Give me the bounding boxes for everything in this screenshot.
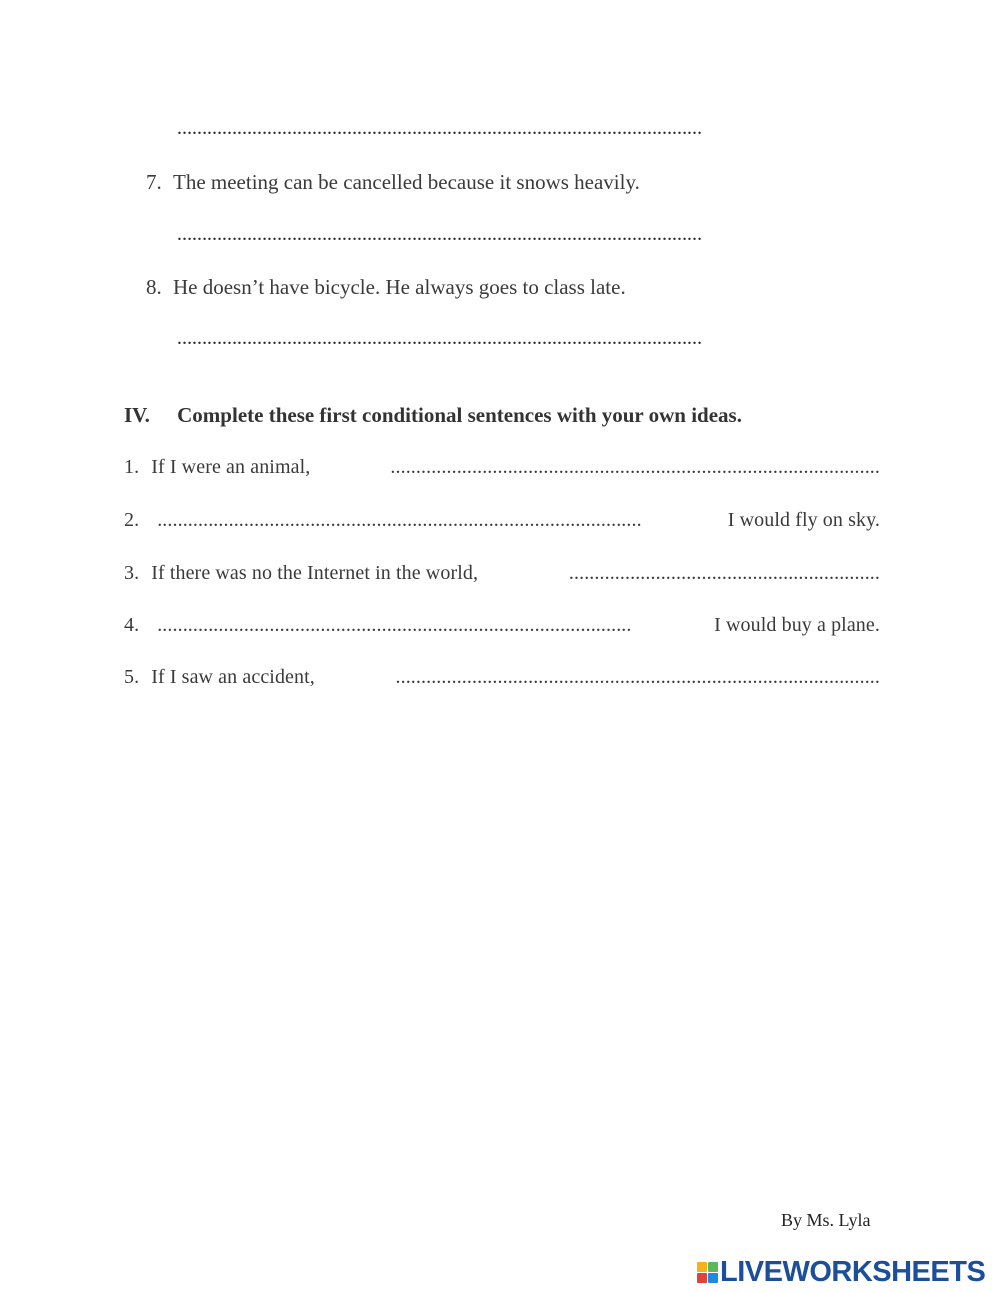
logo-block: [708, 1262, 718, 1272]
item-suffix: I would fly on sky.: [727, 509, 880, 531]
logo-block: [697, 1262, 707, 1272]
item-text: He doesn’t have bicycle. He always goes to class late.: [173, 275, 626, 299]
item-number: 2.: [124, 509, 140, 531]
conditional-item-2: [124, 509, 880, 532]
exercise-item-8: [146, 275, 626, 300]
item-prefix: If there was no the Internet in the world,: [151, 562, 479, 584]
answer-line[interactable]: ……………………………………………………………………………………………: [177, 228, 702, 244]
answer-line[interactable]: ……………………………………………………………………………………………: [177, 122, 702, 138]
section-heading: [124, 403, 742, 428]
item-text: The meeting can be cancelled because it snows heavily.: [173, 170, 640, 194]
answer-blank[interactable]: ...............................................................................................: [157, 509, 642, 531]
item-number: 1.: [124, 456, 140, 478]
logo-block: [708, 1273, 718, 1283]
logo-blocks-icon: [697, 1262, 718, 1283]
logo-wordmark: LIVEWORKSHEETS: [720, 1255, 986, 1288]
item-number: 5.: [124, 666, 140, 688]
answer-line[interactable]: ……………………………………………………………………………………………: [177, 332, 702, 348]
item-number: 4.: [124, 614, 140, 636]
item-number: 8.: [146, 275, 162, 299]
author-byline: By Ms. Lyla: [781, 1210, 871, 1230]
item-suffix: I would buy a plane.: [714, 614, 880, 636]
item-number: 7.: [146, 170, 162, 194]
logo-block: [697, 1273, 707, 1283]
answer-blank[interactable]: .............................................................................................: [157, 614, 632, 636]
item-number: 3.: [124, 562, 140, 584]
conditional-item-5: [124, 666, 880, 689]
conditional-item-4: [124, 614, 880, 637]
exercise-item-7: [146, 170, 640, 195]
section-numeral: IV.: [124, 403, 150, 427]
answer-blank[interactable]: ...............................................................................................: [395, 666, 880, 688]
item-prefix: If I were an animal,: [151, 456, 311, 478]
conditional-item-3: [124, 562, 880, 585]
liveworksheets-logo[interactable]: [697, 1252, 985, 1292]
answer-blank[interactable]: .............................................................: [568, 562, 880, 584]
conditional-item-1: [124, 456, 880, 479]
item-prefix: If I saw an accident,: [151, 666, 315, 688]
section-title: Complete these first conditional sentences with your own ideas.: [177, 403, 742, 427]
answer-blank[interactable]: ................................................................................................: [390, 456, 880, 478]
